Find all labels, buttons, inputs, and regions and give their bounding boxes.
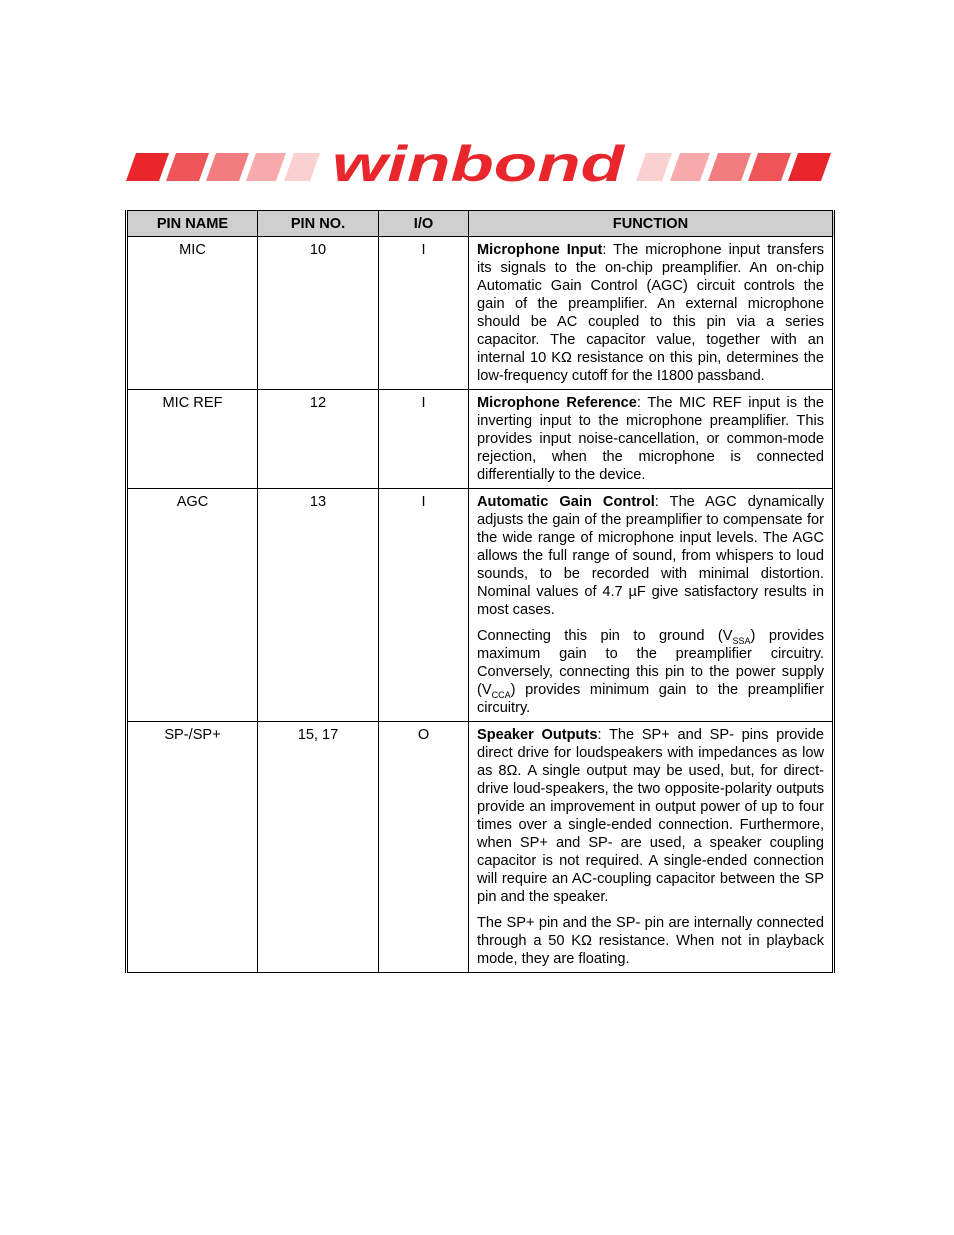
pin-name-cell: MIC REF [127, 390, 258, 489]
function-text: : The SP+ and SP- pins provide direct drive for loudspeakers with impedances as low as 8Ω. A single output may be used, but, for direct-drive loud-speakers, the two opposite-polarity outputs provide an improvement in output power of up to four times over a single-ended connection. Furthermore, when SP+ and SP- are used, a speaker coupling capacitor is not required. A single-ended connection will require an AC-coupling capacitor between the SP pin and the speaker. [477, 727, 824, 905]
header-function: FUNCTION [469, 211, 834, 237]
function-text: ) provides minimum gain to the preamplifier circuitry. [477, 682, 824, 716]
function-cell [469, 489, 834, 722]
header-pin-no: PIN NO. [258, 211, 379, 237]
function-cell [469, 390, 834, 489]
table-row [127, 237, 834, 390]
function-term: Microphone Input [477, 242, 603, 258]
table-row [127, 489, 834, 722]
pin-name-cell: SP-/SP+ [127, 722, 258, 973]
logo-stripe [206, 153, 249, 181]
pin-name-cell: MIC [127, 237, 258, 390]
logo-stripe [708, 153, 751, 181]
function-term: Speaker Outputs [477, 727, 598, 743]
logo-stripe [166, 153, 209, 181]
io-cell: I [379, 390, 469, 489]
function-paragraph [477, 493, 824, 619]
logo-stripe [126, 153, 169, 181]
winbond-logo [124, 140, 832, 186]
table-row [127, 722, 834, 973]
table-row [127, 390, 834, 489]
io-cell: I [379, 237, 469, 390]
function-text: : The microphone input transfers its signals to the on-chip preamplifier. An on-chip Automatic Gain Control (AGC) circuit controls the gain of the preamplifier. An external microphone should be AC coupled to this pin via a series capacitor. The capacitor value, together with an internal 10 KΩ resistance on this pin, determines the low-frequency cutoff for the I1800 passband. [477, 242, 824, 384]
table-header-row [127, 211, 834, 237]
logo-wordmark: winbond [332, 140, 627, 186]
function-cell [469, 237, 834, 390]
pin-description-table [125, 210, 835, 973]
function-text: ) provides maximum gain to the preamplifier circuitry. Conversely, connecting this pin to the power supply (V [477, 628, 825, 698]
function-text: : The MIC REF input is the inverting input to the microphone preamplifier. This provides input noise-cancellation, or common-mode rejection, when the microphone is connected differentially to the device. [477, 395, 824, 483]
function-term: Automatic Gain Control [477, 494, 655, 510]
io-cell: O [379, 722, 469, 973]
pin-no-cell: 10 [258, 237, 379, 390]
function-text: : The AGC dynamically adjusts the gain of the preamplifier to compensate for the wide range of microphone input levels. The AGC allows the full range of sound, from whispers to loud sounds, to be recorded with minimal distortion. Nominal values of 4.7 µF give satisfactory results in most cases. [477, 494, 824, 618]
logo-stripe [748, 153, 791, 181]
header-io: I/O [379, 211, 469, 237]
pin-no-cell: 12 [258, 390, 379, 489]
function-paragraph [477, 627, 824, 717]
logo-stripe [284, 153, 320, 181]
function-cell [469, 722, 834, 973]
function-text: Connecting this pin to ground (V [477, 628, 733, 644]
logo-stripe [246, 153, 286, 181]
pin-name-cell: AGC [127, 489, 258, 722]
pin-no-cell: 13 [258, 489, 379, 722]
io-cell: I [379, 489, 469, 722]
header-pin-name: PIN NAME [127, 211, 258, 237]
pin-no-cell: 15, 17 [258, 722, 379, 973]
logo-stripe [636, 153, 672, 181]
function-paragraph [477, 394, 824, 484]
function-term: Microphone Reference [477, 395, 637, 411]
logo-stripe [788, 153, 831, 181]
function-paragraph [477, 726, 824, 906]
winbond-logo-graphic [124, 140, 832, 186]
function-paragraph: The SP+ pin and the SP- pin are internally connected through a 50 KΩ resistance. When not in playback mode, they are floating. [477, 915, 824, 967]
function-paragraph [477, 241, 824, 385]
subscript: CCA [491, 689, 511, 700]
subscript: SSA [732, 635, 751, 646]
logo-stripe [670, 153, 710, 181]
